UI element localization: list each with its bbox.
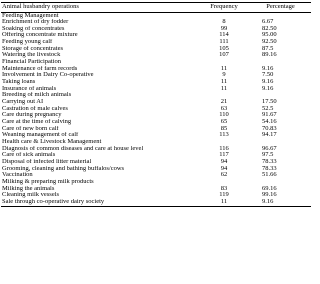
percentage-cell [250, 59, 311, 66]
table-row [1, 126, 311, 133]
percentage-cell: 99.16 [262, 192, 277, 199]
section-heading: Breeding of milch animals [2, 92, 72, 99]
operation-cell: Care of sick animals [2, 152, 56, 159]
percentage-cell: 78.33 [262, 158, 277, 165]
table-row [1, 46, 311, 53]
percentage-cell: 96.67 [262, 145, 277, 152]
operation-cell: Sale through co-operative dairy society [1, 199, 198, 206]
section-heading: Feeding Management [2, 12, 59, 19]
frequency-cell: 8 [222, 19, 226, 26]
table-row [1, 152, 311, 159]
frequency-cell: 117 [219, 152, 229, 159]
table-row [1, 26, 311, 33]
table-row [1, 86, 311, 93]
operation-cell: Milking the animals [2, 185, 55, 192]
percentage-cell: 17.50 [262, 99, 277, 106]
frequency-cell: 111 [219, 39, 229, 46]
frequency-cell: 21 [220, 99, 228, 106]
percentage-cell [250, 12, 311, 19]
table-row [1, 166, 311, 173]
section-heading: Health care & Livestock Management [2, 138, 102, 145]
operation-cell: Grooming, cleaning and bathing buffalos/cows [2, 165, 125, 172]
frequency-cell: 105 [219, 45, 229, 52]
table-row [1, 106, 311, 113]
frequency-cell [198, 139, 250, 146]
frequency-cell: 11 [220, 79, 228, 86]
frequency-cell: 107 [219, 52, 229, 59]
frequency-cell [198, 12, 250, 19]
frequency-cell: 113 [219, 132, 229, 139]
table-row [1, 199, 311, 206]
frequency-cell [198, 59, 250, 66]
table-row [1, 52, 311, 59]
header-row [1, 3, 311, 13]
table-row [1, 192, 311, 199]
percentage-cell [250, 92, 311, 99]
frequency-cell: 9 [222, 72, 226, 79]
table-row [1, 79, 311, 86]
percentage-cell: 9.16 [262, 65, 274, 72]
frequency-cell: 62 [220, 172, 228, 179]
percentage-cell: 51.66 [262, 172, 277, 179]
frequency-cell: 83 [220, 185, 228, 192]
table-row [1, 159, 311, 166]
section-row [1, 139, 311, 146]
section-heading: Financial Participation [2, 59, 62, 66]
percentage-cell: 82.50 [262, 25, 277, 32]
percentage-cell [250, 179, 311, 186]
percentage-cell: 9.16 [262, 85, 274, 92]
operation-cell: Involvement in Dairy Co-operative [2, 72, 94, 79]
frequency-cell: 110 [219, 112, 229, 119]
table-row [1, 39, 311, 46]
operation-cell: Enrichment of dry fodder [2, 19, 69, 26]
table-row [1, 32, 311, 39]
table-row [1, 19, 311, 26]
percentage-cell: 94.17 [262, 132, 277, 139]
percentage-cell: 70.83 [262, 125, 277, 132]
table-row [1, 119, 311, 126]
operation-cell: Soaking of concentrates [2, 25, 65, 32]
frequency-cell: 119 [219, 192, 229, 199]
table-row [1, 146, 311, 153]
percentage-cell: 78.33 [262, 165, 277, 172]
table-row [1, 186, 311, 193]
frequency-cell: 116 [219, 145, 229, 152]
operation-cell: Carrying out AI [2, 99, 44, 106]
percentage-cell: 92.50 [262, 39, 277, 46]
percentage-cell: 54.16 [262, 119, 277, 125]
operation-cell: Offering concentrate mixture [2, 32, 78, 39]
frequency-cell: 65 [220, 119, 228, 125]
section-row [1, 12, 311, 19]
operation-cell: Diagnosis of common diseases and care at house level [2, 145, 144, 152]
operation-cell: Castration of male calves [2, 105, 68, 112]
percentage-cell: 95.00 [262, 32, 277, 39]
operation-cell: Care of new born calf [2, 125, 59, 132]
operation-cell: Maintenance of farm records [2, 65, 78, 72]
frequency-cell: 11 [198, 199, 250, 206]
percentage-cell: 7.50 [262, 72, 274, 79]
operation-cell: Disposal of infected litter material [2, 158, 92, 165]
operation-cell: Taking loans [2, 79, 36, 86]
frequency-cell: 114 [219, 32, 229, 39]
frequency-cell: 99 [220, 25, 228, 32]
percentage-cell [250, 139, 311, 146]
percentage-cell: 97.5 [262, 152, 274, 159]
table-row [1, 172, 311, 179]
operation-cell: Storage of concentrates [2, 45, 64, 52]
table-row [1, 112, 311, 119]
frequency-cell: 94 [220, 165, 228, 172]
frequency-cell: 85 [220, 125, 228, 132]
percentage-cell: 91.67 [262, 112, 277, 119]
operation-cell: Feeding young calf [2, 39, 53, 46]
percentage-cell: 87.5 [262, 45, 274, 52]
percentage-cell: 69.16 [262, 185, 277, 192]
section-row [1, 59, 311, 66]
frequency-cell: 11 [220, 85, 228, 92]
percentage-cell: 9.16 [262, 79, 274, 86]
operation-cell: Insurance of animals [2, 85, 57, 92]
frequency-cell: 63 [220, 105, 228, 112]
table-row [1, 72, 311, 79]
section-row [1, 179, 311, 186]
operation-cell: Care during pregnancy [2, 112, 62, 119]
frequency-cell [198, 92, 250, 99]
table-body [1, 12, 311, 206]
operation-cell: Cleaning milk vessels [2, 192, 60, 199]
percentage-cell: 52.5 [262, 105, 274, 112]
percentage-cell: 6.67 [262, 19, 274, 26]
section-row [1, 92, 311, 99]
table-row [1, 132, 311, 139]
document-table-container [1, 2, 311, 207]
frequency-cell: 11 [220, 65, 228, 72]
operation-cell: Vaccination [2, 172, 33, 179]
percentage-cell: 89.16 [262, 52, 277, 59]
operation-cell: Watering the livestock [2, 52, 61, 59]
animal-husbandry-table [1, 2, 311, 207]
section-heading: Milking & preparing milk products [2, 178, 94, 185]
table-header [1, 3, 311, 13]
operation-cell: Weaning management of calf [2, 132, 79, 139]
percentage-cell: 9.16 [250, 199, 311, 206]
operation-cell: Care at the time of calving [2, 119, 72, 125]
table-row [1, 66, 311, 73]
header-operation: Animal husbandry operations [1, 3, 198, 13]
frequency-cell [198, 179, 250, 186]
header-percentage: Percentage [250, 3, 311, 13]
header-frequency: Frequency [198, 3, 250, 13]
table-row [1, 99, 311, 106]
frequency-cell: 94 [220, 158, 228, 165]
